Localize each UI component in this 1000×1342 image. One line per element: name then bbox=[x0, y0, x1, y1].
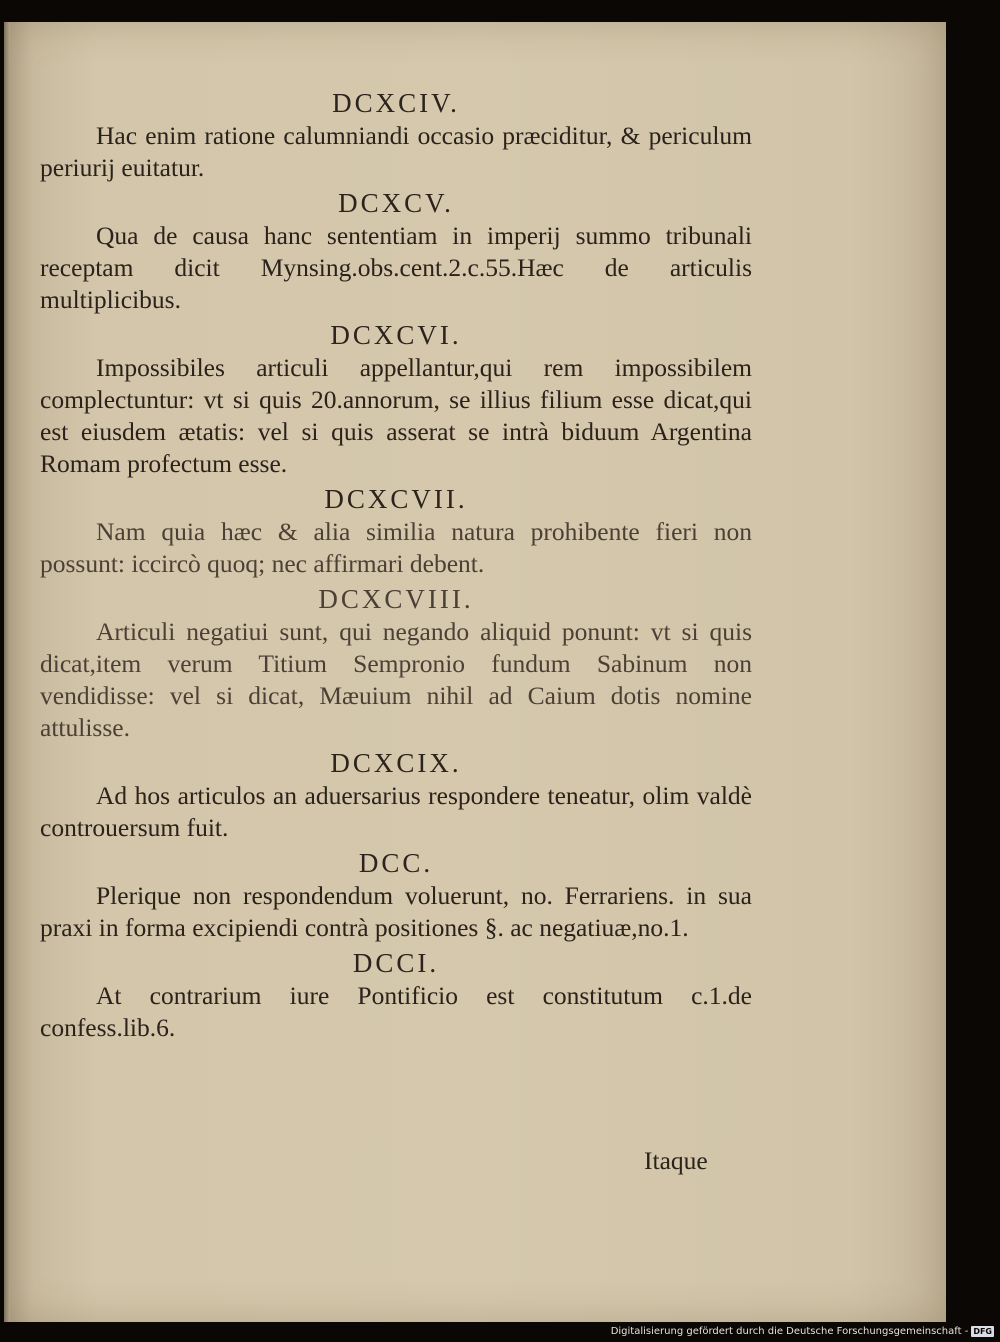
section-heading: DCXCIX. bbox=[330, 748, 462, 778]
paragraph-text: Nam quia hæc & alia similia natura prohibente fieri non possunt: iccircò quoq; nec affirmari debent. bbox=[40, 517, 752, 578]
section-paragraph bbox=[40, 220, 752, 316]
section-paragraph bbox=[40, 516, 752, 580]
section-heading: DCC. bbox=[358, 848, 434, 878]
section-paragraph bbox=[40, 352, 752, 480]
footer-credit-text: Digitalisierung gefördert durch die Deutsche Forschungsgemeinschaft - bbox=[610, 1326, 969, 1337]
section-heading: DCXCV. bbox=[338, 188, 454, 218]
section-heading: DCXCVIII. bbox=[318, 584, 474, 614]
paragraph-text: Qua de causa hanc sententiam in imperij summo tribunali receptam dicit Mynsing.obs.cent.2.c.55.Hæc de articulis multiplicibus. bbox=[40, 221, 752, 314]
paragraph-text: Articuli negatiui sunt, qui negando aliquid ponunt: vt si quis dicat,item verum Titium Sempronio fundum Sabinum non vendidisse: vel si dicat, Mæuium nihil ad Caium dotis nomine attulisse. bbox=[40, 617, 752, 742]
dfg-logo-icon: DFG bbox=[973, 1327, 992, 1336]
section-heading: DCCI. bbox=[352, 948, 440, 978]
paragraph-text: At contrarium iure Pontificio est constitutum c.1.de confess.lib.6. bbox=[40, 981, 752, 1042]
section-paragraph bbox=[40, 980, 752, 1044]
book-page bbox=[4, 22, 946, 1322]
section-paragraph bbox=[40, 616, 752, 744]
text-block bbox=[40, 86, 752, 1046]
section-paragraph bbox=[40, 780, 752, 844]
section-heading: DCXCVII. bbox=[324, 484, 468, 514]
section-heading: DCXCVI. bbox=[330, 320, 462, 350]
paragraph-text: Plerique non respondendum voluerunt, no. Ferrariens. in sua praxi in forma excipiendi contrà positiones §. ac negatiuæ,no.1. bbox=[40, 881, 752, 942]
paragraph-text: Ad hos articulos an aduersarius respondere teneatur, olim valdè controuersum fuit. bbox=[40, 781, 752, 842]
section-heading: DCXCIV. bbox=[332, 88, 460, 118]
catchword: Itaque bbox=[644, 1146, 708, 1175]
paragraph-text: Impossibiles articuli appellantur,qui rem impossibilem complectuntur: vt si quis 20.annorum, se illius filium esse dicat,qui est eiusdem ætatis: vel si quis asserat se intrà biduum Argentina Romam profectum esse. bbox=[40, 353, 752, 478]
section-paragraph bbox=[40, 880, 752, 944]
digitization-footer bbox=[611, 1326, 994, 1337]
paragraph-text: Hac enim ratione calumniandi occasio præciditur, & periculum periurij euitatur. bbox=[40, 121, 752, 182]
section-paragraph bbox=[40, 120, 752, 184]
page-gutter-edge bbox=[4, 22, 10, 1322]
